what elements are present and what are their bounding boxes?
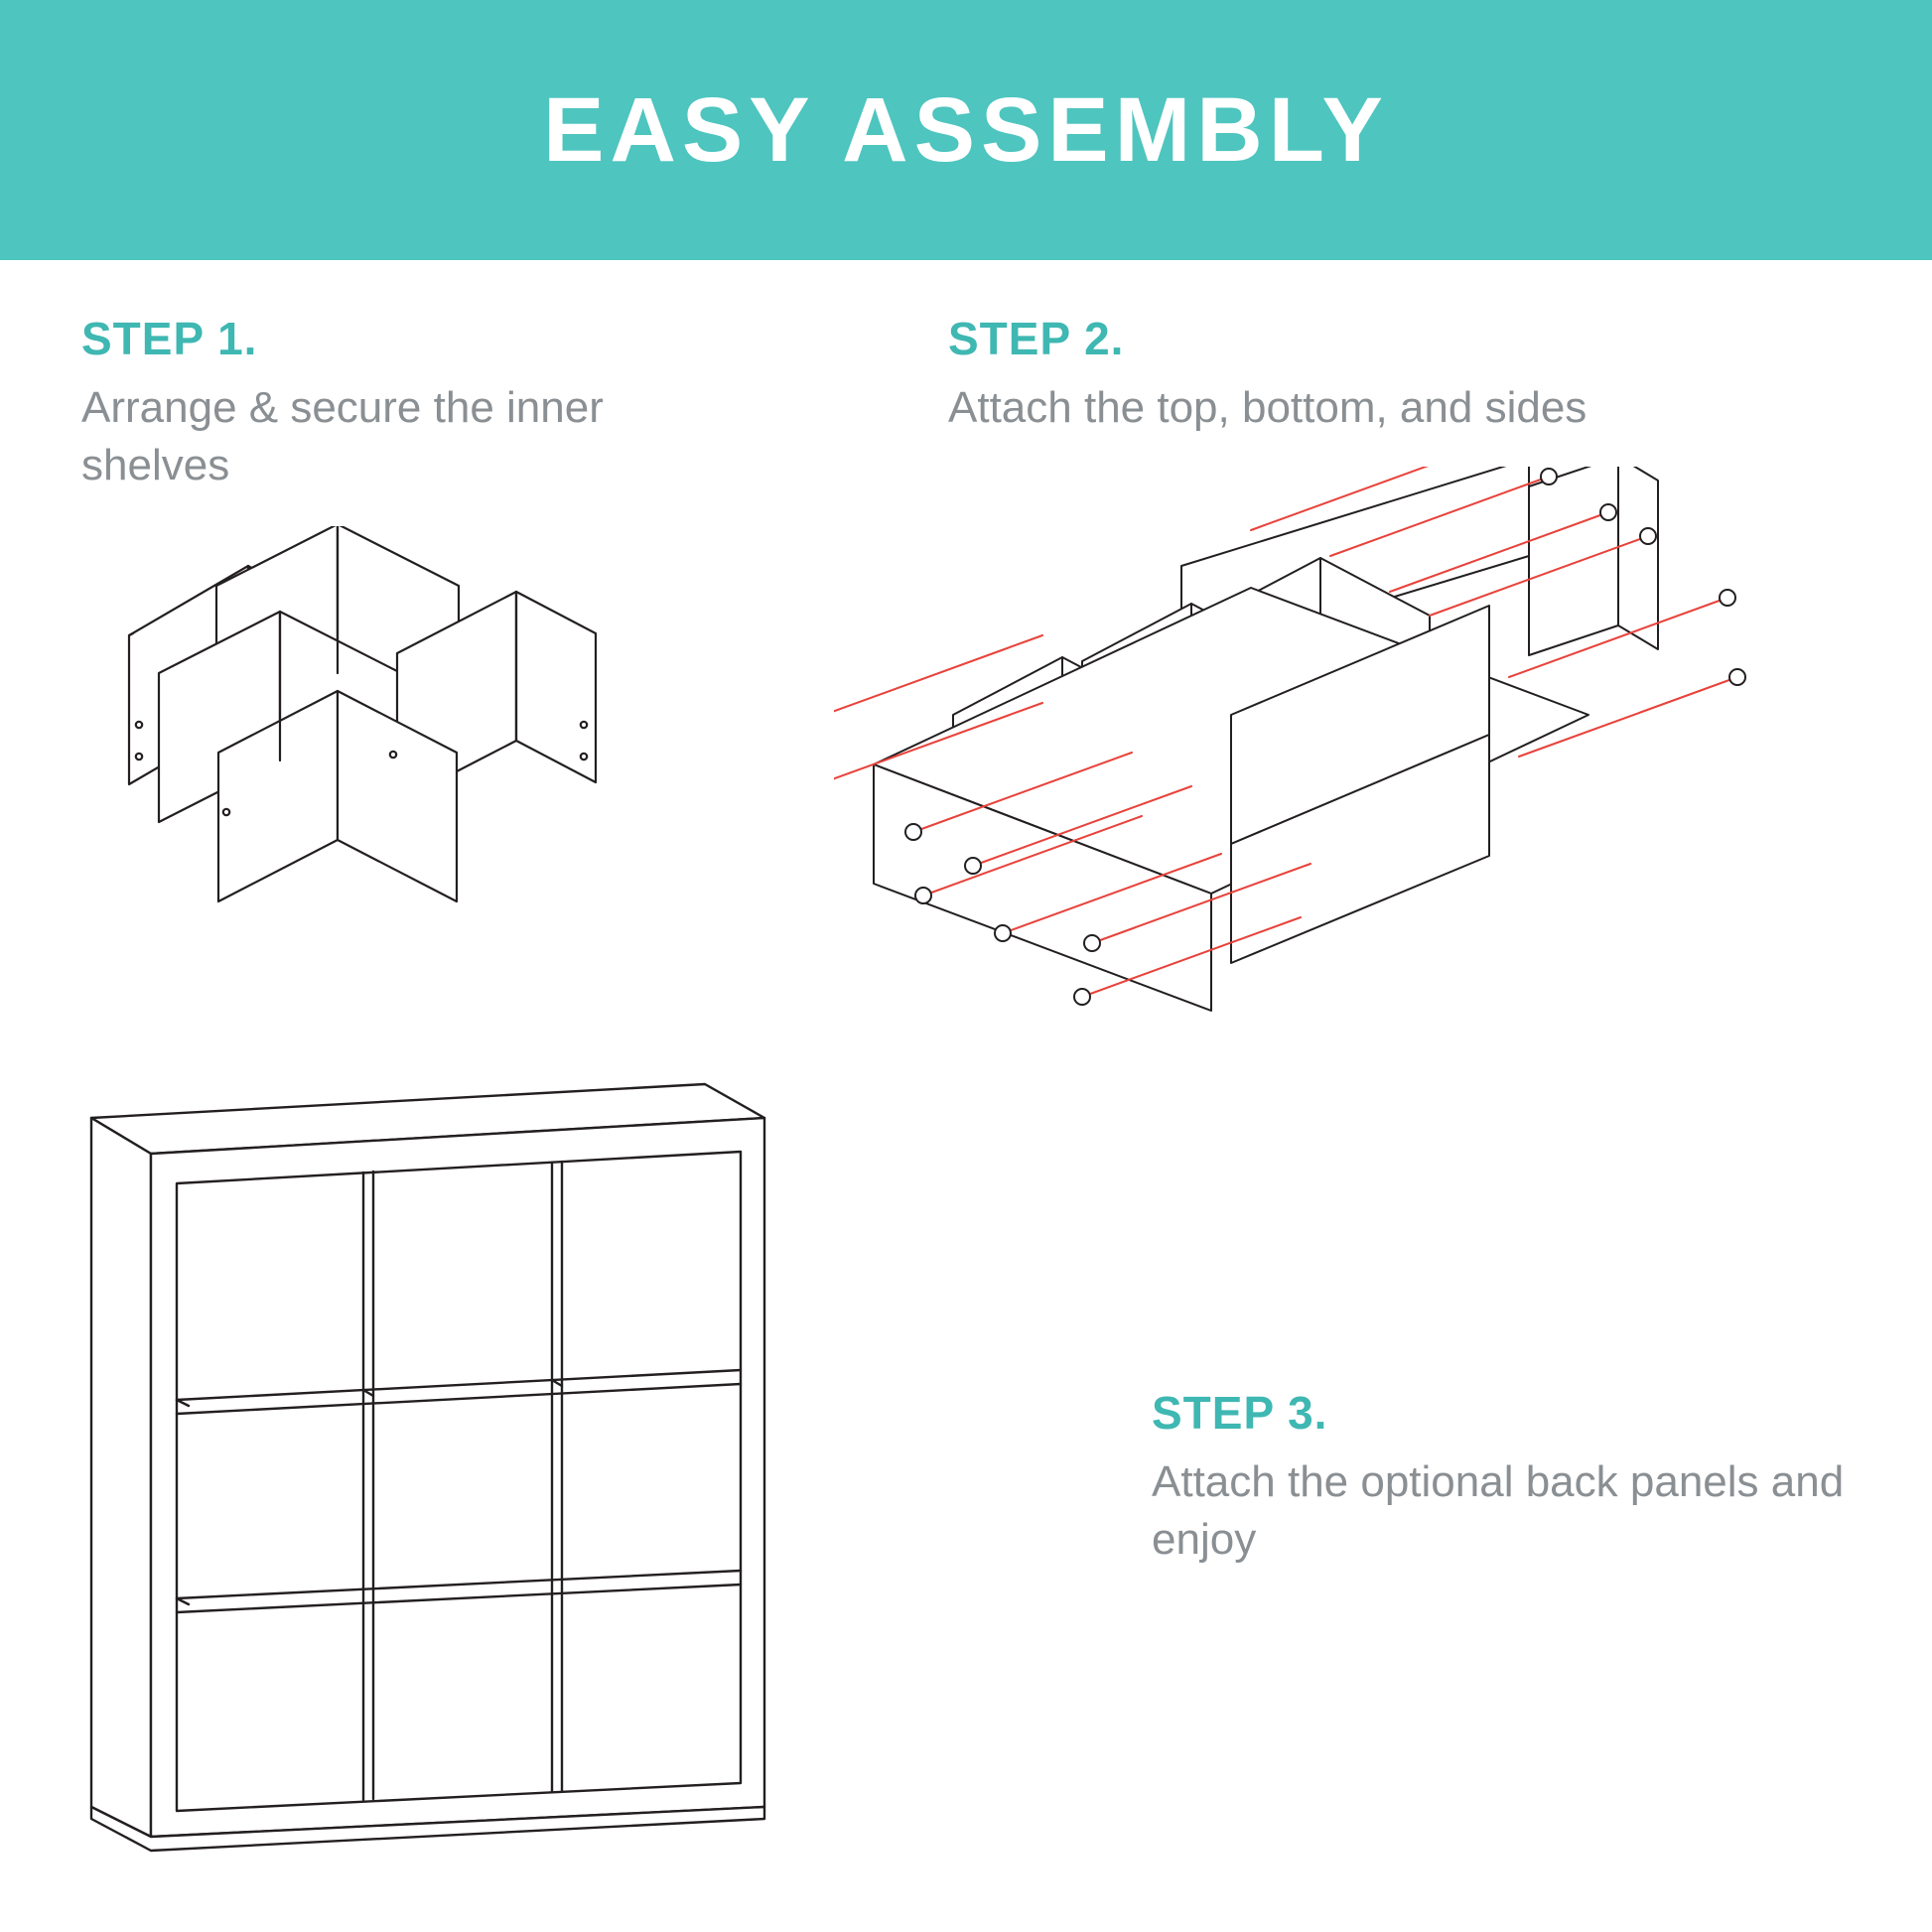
step-3-description: Attach the optional back panels and enjoy xyxy=(1152,1457,1845,1565)
header-band xyxy=(0,0,1932,260)
step-2-illustration xyxy=(834,467,1886,1102)
page-title: EASY ASSEMBLY xyxy=(543,79,1389,181)
step-3-block xyxy=(1152,1387,1847,1569)
step-2-block xyxy=(948,313,1643,437)
step-1-label: STEP 1. xyxy=(81,313,258,364)
step-1-illustration xyxy=(99,526,655,923)
step-1-block xyxy=(81,313,677,494)
step-3-label: STEP 3. xyxy=(1152,1387,1328,1439)
step-2-label: STEP 2. xyxy=(948,313,1125,364)
step-2-description: Attach the top, bottom, and sides xyxy=(948,383,1587,432)
step-1-description: Arrange & secure the inner shelves xyxy=(81,383,604,490)
step-3-illustration xyxy=(69,1072,894,1866)
